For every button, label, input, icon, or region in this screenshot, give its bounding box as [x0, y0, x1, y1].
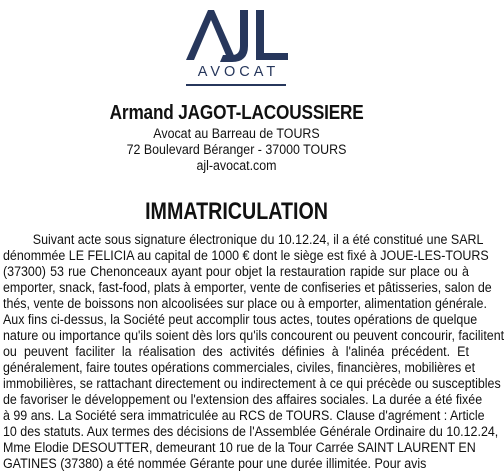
- notice-line: ou peuvent faciliter la réalisation des activités définies à l'alinéa précédent. Et: [3, 344, 469, 359]
- lawyer-address-line: 72 Boulevard Béranger - 37000 TOURS: [126, 142, 347, 157]
- logo-divider: [186, 84, 286, 86]
- notice-line: Suivant acte sous signature électronique du 10.12.24, il a été constitué une SARL: [32, 232, 484, 247]
- notice-line: dénommée LE FELICIA au capital de 1000 € dont le siège est fixé à JOUE-LES-TOURS: [3, 248, 489, 263]
- notice-line: (37300) 53 rue Chenonceaux ayant pour objet la restauration rapide sur place ou à: [3, 264, 469, 279]
- notice-line: Aux fins ci-dessus, la Société peut accomplir tous actes, toutes opérations de quelque: [3, 312, 478, 327]
- lawyer-header: [0, 100, 473, 174]
- notice-line: emporter, snack, fast-food, plats à emporter, vente de confiseries et pâtisseries, salon de: [3, 280, 492, 295]
- logo-subtitle: AVOCAT: [197, 64, 280, 80]
- lawyer-bar-line: Avocat au Barreau de TOURS: [153, 126, 320, 141]
- notice-title: [0, 198, 473, 226]
- ajl-monogram-logo: [180, 6, 292, 62]
- notice-line: 10 des statuts. Aux termes des décisions de l'Assemblée Générale Ordinaire du 10.12.24,: [3, 424, 499, 439]
- notice-line: de favoriser le développement ou l'extension des affaires sociales. La durée a été fixée: [3, 392, 483, 407]
- notice-line: nature ou importance qu'ils soient dès lors qu'ils concourent ou peuvent concourir, facilitent: [3, 328, 504, 343]
- lawyer-name: Armand JAGOT-LACOUSSIERE: [109, 102, 364, 124]
- notice-line: immobilières, se rattachant directement ou indirectement à ce qui précède ou susceptibles: [3, 376, 501, 391]
- notice-line: généralement, faire toutes opérations commerciales, civiles, financières, mobilières et: [3, 360, 476, 375]
- notice-body: [3, 232, 504, 471]
- ajl-monogram-graphic: [180, 6, 292, 62]
- law-firm-logo: [0, 4, 473, 84]
- notice-line: à 99 ans. La Société sera immatriculée au RCS de TOURS. Clause d'agrément : Article: [3, 408, 485, 423]
- notice-line: GATINES (37380) a été nommée Gérante pour une durée illimitée. Pour avis: [3, 456, 427, 471]
- notice-line: thés, vente de boissons non alcoolisées sur place ou à emporter, alimentation générale.: [3, 296, 487, 311]
- lawyer-website-line: ajl-avocat.com: [196, 158, 277, 173]
- notice-title-text: IMMATRICULATION: [145, 198, 328, 225]
- notice-line: Mme Elodie DESOUTTER, demeurant 10 rue de la Tour Carrée SAINT LAURENT EN: [3, 440, 476, 455]
